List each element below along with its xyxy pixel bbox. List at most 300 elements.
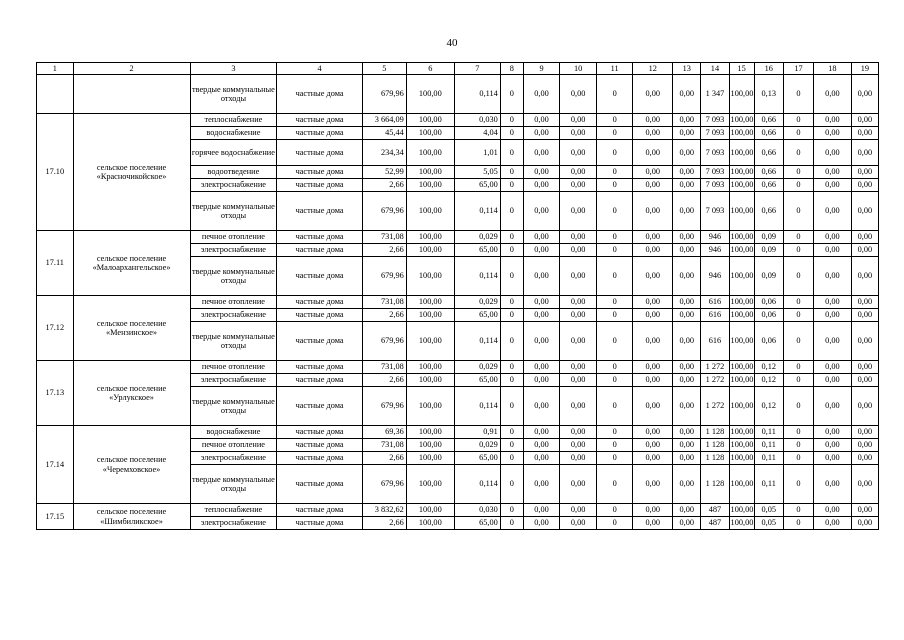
value-cell: 2,66: [362, 517, 406, 530]
value-cell: 4,04: [454, 127, 500, 140]
value-cell: 731,08: [362, 361, 406, 374]
service-type-cell: электроснабжение: [190, 452, 277, 465]
value-cell: 0: [596, 465, 633, 504]
value-cell: 0,00: [633, 166, 673, 179]
value-cell: 65,00: [454, 244, 500, 257]
value-cell: 0,00: [523, 361, 560, 374]
value-cell: 0,00: [673, 296, 701, 309]
value-cell: 946: [701, 244, 729, 257]
value-cell: 0,00: [633, 140, 673, 166]
value-cell: 0,00: [523, 127, 560, 140]
value-cell: 100,00: [729, 452, 754, 465]
value-cell: 0,00: [851, 179, 878, 192]
settlement-id: 17.12: [37, 296, 74, 361]
value-cell: 0: [596, 192, 633, 231]
value-cell: 0: [500, 192, 523, 231]
value-cell: 0: [596, 244, 633, 257]
value-cell: 0,00: [814, 426, 852, 439]
value-cell: 7 093: [701, 127, 729, 140]
service-type-cell: водоснабжение: [190, 426, 277, 439]
value-cell: 0,00: [851, 439, 878, 452]
value-cell: 100,00: [406, 309, 454, 322]
column-header: 6: [406, 63, 454, 75]
value-cell: 0,00: [673, 387, 701, 426]
settlement-name: сельское поселение «Красночикойское»: [73, 114, 190, 231]
table-row: [37, 504, 879, 517]
housing-type-cell: частные дома: [277, 192, 363, 231]
value-cell: 0,00: [851, 75, 878, 114]
value-cell: 0,00: [523, 387, 560, 426]
value-cell: 45,44: [362, 127, 406, 140]
value-cell: 100,00: [729, 140, 754, 166]
value-cell: 0,029: [454, 231, 500, 244]
service-type-cell: электроснабжение: [190, 244, 277, 257]
value-cell: 100,00: [729, 322, 754, 361]
value-cell: 1 128: [701, 439, 729, 452]
service-type-cell: твердые коммунальные отходы: [190, 192, 277, 231]
value-cell: 100,00: [406, 231, 454, 244]
housing-type-cell: частные дома: [277, 361, 363, 374]
housing-type-cell: частные дома: [277, 465, 363, 504]
value-cell: 0: [500, 127, 523, 140]
value-cell: 0: [596, 75, 633, 114]
value-cell: 0,00: [673, 517, 701, 530]
value-cell: 7 093: [701, 192, 729, 231]
value-cell: 0: [500, 257, 523, 296]
page-number: 40: [446, 37, 458, 49]
value-cell: 100,00: [729, 127, 754, 140]
service-type-cell: водоснабжение: [190, 127, 277, 140]
value-cell: 1 272: [701, 374, 729, 387]
value-cell: 0: [783, 114, 813, 127]
value-cell: 0: [783, 127, 813, 140]
value-cell: 0: [783, 426, 813, 439]
value-cell: 0,00: [814, 244, 852, 257]
value-cell: 0,06: [754, 322, 783, 361]
value-cell: 679,96: [362, 387, 406, 426]
settlement-id: 17.15: [37, 504, 74, 530]
value-cell: 616: [701, 309, 729, 322]
value-cell: 0: [500, 439, 523, 452]
value-cell: 100,00: [406, 361, 454, 374]
value-cell: 0,00: [673, 140, 701, 166]
value-cell: 0,00: [633, 192, 673, 231]
value-cell: 0,114: [454, 75, 500, 114]
value-cell: 0: [596, 296, 633, 309]
value-cell: 0: [783, 166, 813, 179]
value-cell: 0,05: [754, 504, 783, 517]
value-cell: 0,00: [851, 166, 878, 179]
value-cell: 0: [783, 192, 813, 231]
column-header: 2: [73, 63, 190, 75]
value-cell: 0: [783, 140, 813, 166]
service-type-cell: горячее водоснабжение: [190, 140, 277, 166]
value-cell: 0: [596, 140, 633, 166]
value-cell: 0,66: [754, 192, 783, 231]
value-cell: 0,00: [673, 244, 701, 257]
value-cell: 0,00: [633, 387, 673, 426]
service-type-cell: печное отопление: [190, 361, 277, 374]
value-cell: 0,66: [754, 114, 783, 127]
value-cell: 0,11: [754, 465, 783, 504]
value-cell: 0,00: [851, 127, 878, 140]
value-cell: 616: [701, 322, 729, 361]
value-cell: 0,00: [851, 452, 878, 465]
value-cell: 0,00: [851, 309, 878, 322]
value-cell: 0,00: [851, 114, 878, 127]
value-cell: 0,00: [560, 387, 597, 426]
value-cell: 0,00: [814, 387, 852, 426]
value-cell: 100,00: [729, 309, 754, 322]
value-cell: 65,00: [454, 309, 500, 322]
value-cell: 0,00: [633, 439, 673, 452]
value-cell: 100,00: [406, 166, 454, 179]
value-cell: 100,00: [406, 452, 454, 465]
value-cell: 0: [596, 517, 633, 530]
value-cell: 0,00: [851, 504, 878, 517]
value-cell: 0,00: [523, 517, 560, 530]
value-cell: 0,00: [673, 504, 701, 517]
value-cell: 0: [596, 387, 633, 426]
column-header: 1: [37, 63, 74, 75]
value-cell: 0: [596, 322, 633, 361]
value-cell: 65,00: [454, 179, 500, 192]
column-header: 12: [633, 63, 673, 75]
settlement-id: 17.14: [37, 426, 74, 504]
value-cell: 0: [500, 296, 523, 309]
service-type-cell: печное отопление: [190, 296, 277, 309]
value-cell: 0: [500, 452, 523, 465]
value-cell: 100,00: [729, 114, 754, 127]
settlement-name: сельское поселение «Урлукское»: [73, 361, 190, 426]
settlement-name: сельское поселение «Черемховское»: [73, 426, 190, 504]
value-cell: 0: [500, 387, 523, 426]
housing-type-cell: частные дома: [277, 166, 363, 179]
value-cell: 7 093: [701, 114, 729, 127]
value-cell: 65,00: [454, 374, 500, 387]
value-cell: 0,00: [633, 374, 673, 387]
value-cell: 0: [783, 75, 813, 114]
value-cell: 0,00: [851, 231, 878, 244]
value-cell: 0,00: [851, 426, 878, 439]
value-cell: 2,66: [362, 244, 406, 257]
value-cell: 0,00: [673, 179, 701, 192]
value-cell: 0: [500, 465, 523, 504]
value-cell: 0: [500, 309, 523, 322]
value-cell: 0,00: [673, 309, 701, 322]
value-cell: 1 128: [701, 452, 729, 465]
value-cell: 0,00: [560, 309, 597, 322]
value-cell: 0,00: [673, 361, 701, 374]
housing-type-cell: частные дома: [277, 231, 363, 244]
value-cell: 0,00: [851, 244, 878, 257]
column-header: 11: [596, 63, 633, 75]
housing-type-cell: частные дома: [277, 127, 363, 140]
settlement-id: 17.10: [37, 114, 74, 231]
value-cell: 100,00: [729, 426, 754, 439]
value-cell: 0,00: [814, 127, 852, 140]
value-cell: 3 664,09: [362, 114, 406, 127]
value-cell: 0,00: [851, 517, 878, 530]
value-cell: 3 832,62: [362, 504, 406, 517]
value-cell: 100,00: [729, 374, 754, 387]
value-cell: 679,96: [362, 75, 406, 114]
table-row: [37, 426, 879, 439]
value-cell: 52,99: [362, 166, 406, 179]
value-cell: 7 093: [701, 140, 729, 166]
value-cell: 100,00: [406, 374, 454, 387]
column-header: 4: [277, 63, 363, 75]
housing-type-cell: частные дома: [277, 114, 363, 127]
value-cell: 0,00: [633, 257, 673, 296]
value-cell: 0: [596, 179, 633, 192]
value-cell: 0,00: [523, 140, 560, 166]
value-cell: 0,00: [633, 127, 673, 140]
value-cell: 0,00: [814, 439, 852, 452]
value-cell: 0: [596, 231, 633, 244]
value-cell: 679,96: [362, 465, 406, 504]
value-cell: 0,00: [814, 517, 852, 530]
housing-type-cell: частные дома: [277, 387, 363, 426]
value-cell: 0: [596, 127, 633, 140]
value-cell: 100,00: [406, 322, 454, 361]
value-cell: 0,00: [814, 75, 852, 114]
value-cell: 0,13: [754, 75, 783, 114]
value-cell: 0,00: [851, 192, 878, 231]
column-header: 5: [362, 63, 406, 75]
value-cell: 0,00: [851, 296, 878, 309]
value-cell: 0,00: [523, 465, 560, 504]
value-cell: 2,66: [362, 309, 406, 322]
value-cell: 0,00: [673, 374, 701, 387]
table-row: [37, 114, 879, 127]
value-cell: 100,00: [406, 426, 454, 439]
value-cell: 0,00: [523, 75, 560, 114]
utilities-table: [36, 62, 879, 530]
value-cell: 0,00: [633, 322, 673, 361]
value-cell: 100,00: [406, 179, 454, 192]
value-cell: 0: [596, 426, 633, 439]
value-cell: 0: [783, 244, 813, 257]
value-cell: 0,00: [560, 179, 597, 192]
value-cell: 0,00: [560, 374, 597, 387]
value-cell: 100,00: [406, 465, 454, 504]
value-cell: 65,00: [454, 452, 500, 465]
value-cell: 100,00: [406, 296, 454, 309]
value-cell: 0,00: [633, 465, 673, 504]
value-cell: 0: [500, 374, 523, 387]
service-type-cell: твердые коммунальные отходы: [190, 387, 277, 426]
value-cell: 0,00: [673, 114, 701, 127]
value-cell: 0: [596, 114, 633, 127]
housing-type-cell: частные дома: [277, 179, 363, 192]
value-cell: 0,09: [754, 231, 783, 244]
settlement-name: сельское поселение «Шимбиликское»: [73, 504, 190, 530]
value-cell: 0,00: [560, 75, 597, 114]
value-cell: 0,00: [633, 452, 673, 465]
housing-type-cell: частные дома: [277, 439, 363, 452]
value-cell: 0,114: [454, 257, 500, 296]
settlement-id: 17.11: [37, 231, 74, 296]
value-cell: 100,00: [729, 465, 754, 504]
value-cell: 0,114: [454, 387, 500, 426]
value-cell: 100,00: [729, 75, 754, 114]
value-cell: 0,00: [851, 140, 878, 166]
value-cell: 0: [596, 452, 633, 465]
value-cell: 0,00: [673, 231, 701, 244]
value-cell: 0: [596, 309, 633, 322]
housing-type-cell: частные дома: [277, 426, 363, 439]
housing-type-cell: частные дома: [277, 244, 363, 257]
value-cell: 946: [701, 231, 729, 244]
value-cell: 0,00: [523, 166, 560, 179]
column-header: 16: [754, 63, 783, 75]
value-cell: 0: [500, 504, 523, 517]
service-type-cell: твердые коммунальные отходы: [190, 322, 277, 361]
housing-type-cell: частные дома: [277, 517, 363, 530]
housing-type-cell: частные дома: [277, 140, 363, 166]
value-cell: 0,00: [673, 322, 701, 361]
value-cell: 0,00: [633, 75, 673, 114]
value-cell: 100,00: [729, 439, 754, 452]
value-cell: 100,00: [406, 439, 454, 452]
value-cell: 0: [783, 296, 813, 309]
value-cell: 0: [500, 140, 523, 166]
value-cell: 0,11: [754, 426, 783, 439]
value-cell: 0: [783, 179, 813, 192]
value-cell: 1 272: [701, 361, 729, 374]
value-cell: 0,029: [454, 296, 500, 309]
value-cell: 0,00: [673, 452, 701, 465]
value-cell: 0,12: [754, 361, 783, 374]
value-cell: 0,00: [633, 426, 673, 439]
value-cell: 0,00: [560, 517, 597, 530]
value-cell: 2,66: [362, 374, 406, 387]
value-cell: 0,06: [754, 309, 783, 322]
value-cell: 0,00: [560, 231, 597, 244]
value-cell: 487: [701, 517, 729, 530]
value-cell: 0,05: [754, 517, 783, 530]
value-cell: 0,00: [560, 127, 597, 140]
value-cell: 0,00: [523, 322, 560, 361]
value-cell: 0: [500, 114, 523, 127]
value-cell: 1 272: [701, 387, 729, 426]
value-cell: 0,00: [560, 322, 597, 361]
value-cell: 0,91: [454, 426, 500, 439]
value-cell: 0,00: [560, 439, 597, 452]
value-cell: 0,00: [814, 504, 852, 517]
column-header: 17: [783, 63, 813, 75]
value-cell: 0: [783, 517, 813, 530]
value-cell: 69,36: [362, 426, 406, 439]
value-cell: 731,08: [362, 231, 406, 244]
service-type-cell: водоотведение: [190, 166, 277, 179]
service-type-cell: твердые коммунальные отходы: [190, 465, 277, 504]
value-cell: 0,00: [673, 465, 701, 504]
value-cell: 0: [783, 452, 813, 465]
value-cell: 0,00: [814, 179, 852, 192]
value-cell: 2,66: [362, 452, 406, 465]
service-type-cell: твердые коммунальные отходы: [190, 257, 277, 296]
table-row: [37, 361, 879, 374]
value-cell: 731,08: [362, 439, 406, 452]
value-cell: 0: [783, 387, 813, 426]
value-cell: 100,00: [406, 75, 454, 114]
value-cell: 0,00: [851, 374, 878, 387]
settlement-id: 17.13: [37, 361, 74, 426]
value-cell: 0: [596, 504, 633, 517]
value-cell: 0,00: [673, 257, 701, 296]
value-cell: 0,00: [560, 296, 597, 309]
value-cell: 100,00: [406, 257, 454, 296]
table-row: [37, 75, 879, 114]
service-type-cell: печное отопление: [190, 231, 277, 244]
housing-type-cell: частные дома: [277, 452, 363, 465]
value-cell: 0,00: [814, 114, 852, 127]
value-cell: 0,11: [754, 439, 783, 452]
column-header: 15: [729, 63, 754, 75]
value-cell: 65,00: [454, 517, 500, 530]
value-cell: 0,00: [814, 140, 852, 166]
value-cell: 0,114: [454, 192, 500, 231]
housing-type-cell: частные дома: [277, 504, 363, 517]
column-header: 14: [701, 63, 729, 75]
table-body: [37, 63, 879, 530]
value-cell: 679,96: [362, 257, 406, 296]
value-cell: 0,00: [560, 361, 597, 374]
value-cell: 0,00: [523, 296, 560, 309]
value-cell: 0,00: [633, 231, 673, 244]
value-cell: 0,12: [754, 374, 783, 387]
value-cell: 0: [596, 361, 633, 374]
value-cell: 0: [500, 244, 523, 257]
value-cell: 0,66: [754, 140, 783, 166]
value-cell: 100,00: [729, 166, 754, 179]
housing-type-cell: частные дома: [277, 322, 363, 361]
housing-type-cell: частные дома: [277, 374, 363, 387]
value-cell: 0: [783, 309, 813, 322]
housing-type-cell: частные дома: [277, 309, 363, 322]
service-type-cell: электроснабжение: [190, 309, 277, 322]
settlement-name: сельское поселение «Мензинское»: [73, 296, 190, 361]
value-cell: 100,00: [406, 127, 454, 140]
value-cell: 0,114: [454, 322, 500, 361]
value-cell: 100,00: [406, 140, 454, 166]
value-cell: 100,00: [729, 504, 754, 517]
value-cell: 0: [500, 426, 523, 439]
value-cell: 0,00: [523, 374, 560, 387]
value-cell: 0,00: [560, 192, 597, 231]
value-cell: 0,00: [523, 504, 560, 517]
value-cell: 0,00: [523, 244, 560, 257]
value-cell: 0,00: [633, 244, 673, 257]
value-cell: 487: [701, 504, 729, 517]
value-cell: 0,00: [673, 75, 701, 114]
value-cell: 0: [783, 465, 813, 504]
value-cell: 100,00: [729, 179, 754, 192]
value-cell: 7 093: [701, 179, 729, 192]
housing-type-cell: частные дома: [277, 257, 363, 296]
value-cell: 0,00: [523, 192, 560, 231]
value-cell: 2,66: [362, 179, 406, 192]
value-cell: 0,00: [560, 244, 597, 257]
value-cell: 0,00: [814, 361, 852, 374]
column-header: 9: [523, 63, 560, 75]
value-cell: 0,00: [523, 257, 560, 296]
value-cell: 0,00: [673, 127, 701, 140]
value-cell: 0,00: [814, 322, 852, 361]
value-cell: 7 093: [701, 166, 729, 179]
